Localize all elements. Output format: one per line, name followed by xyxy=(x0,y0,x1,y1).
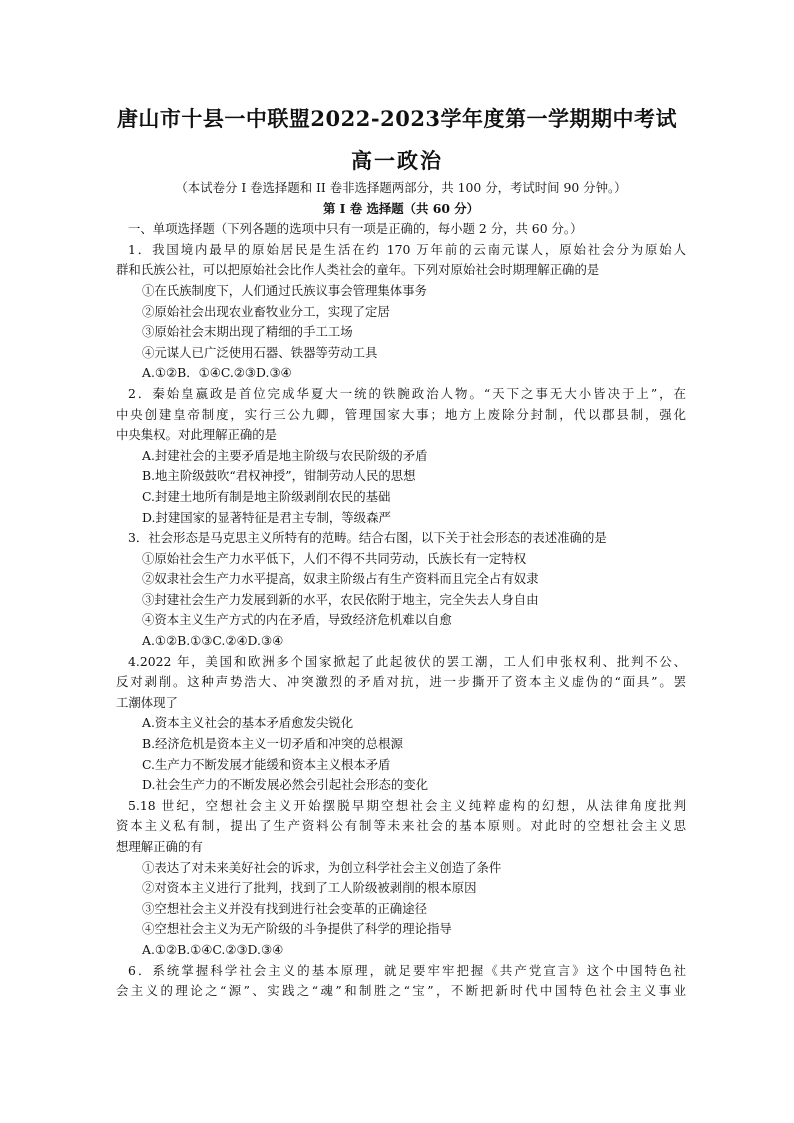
question-6 xyxy=(116,961,686,1002)
question-stem-line: 中央创建皇帝制度，实行三公九卿，管理国家大事；地方上废除分封制，代以郡县制，强化 xyxy=(116,406,686,422)
question-option: B.地主阶级鼓吹“君权神授”，钳制劳动人民的思想 xyxy=(142,468,416,484)
question-option: ②原始社会出现农业畜牧业分工，实现了定居 xyxy=(142,303,390,319)
question-stem-line: 反对剥削。这种声势浩大、冲突激烈的矛盾对抗，进一步撕开了资本主义虚伪的“面具”。罢 xyxy=(116,674,686,690)
question-option: D.社会生产力的不断发展必然会引起社会形态的变化 xyxy=(142,777,429,793)
exam-content xyxy=(116,178,686,1002)
exam-subject: 高一政治 xyxy=(351,148,443,173)
question-stem-line: 5.18 世纪，空想社会主义开始摆脱早期空想社会主义纯粹虚构的幻想，从法律角度批判 xyxy=(128,797,686,813)
exam-title: 唐山市十县一中联盟2022-2023学年度第一学期期中考试 xyxy=(116,106,678,131)
question-5 xyxy=(116,796,686,961)
question-stem-line: 1．我国境内最早的原始居民是生活在约 170 万年前的云南元谋人，原始社会分为原始人 xyxy=(128,241,686,257)
answer-choices: A.①②B.①③C.②④D.③④ xyxy=(142,633,284,649)
question-option: C.生产力不断发展才能缓和资本主义根本矛盾 xyxy=(142,756,391,772)
question-option: ②对资本主义进行了批判，找到了工人阶级被剥削的根本原因 xyxy=(142,880,477,896)
question-option: ①在氏族制度下，人们通过氏族议事会管理集体事务 xyxy=(142,282,427,298)
question-option: A.资本主义社会的基本矛盾愈发尖锐化 xyxy=(142,715,354,731)
question-option: B.经济危机是资本主义一切矛盾和冲突的总根源 xyxy=(142,736,403,752)
question-option: ①原始社会生产力水平低下，人们不得不共同劳动，氏族长有一定特权 xyxy=(142,550,527,566)
question-stem-line: 会主义的理论之“源”、实践之“魂”和制胜之“宝”，不断把新时代中国特色社会主义事业 xyxy=(116,983,686,999)
section-title: 第 I 卷 选择题（共 60 分） xyxy=(322,200,480,216)
question-stem-line: 工潮体现了 xyxy=(116,694,178,710)
question-stem-line: 4.2022 年，美国和欧洲多个国家掀起了此起彼伏的罢工潮，工人们申张权利、批判不公、 xyxy=(128,653,686,669)
question-stem-line: 6．系统掌握科学社会主义的基本原理，就足要牢牢把握《共产党宣言》这个中国特色社 xyxy=(128,962,686,978)
section-instruction: 一、单项选择题（下列各题的选项中只有一项是正确的，每小题 2 分，共 60 分。） xyxy=(128,221,583,237)
question-2 xyxy=(116,384,686,528)
question-option: ③原始社会末期出现了精细的手工工场 xyxy=(142,324,353,340)
question-option: ②奴隶社会生产力水平提高，奴隶主阶级占有生产资料而且完全占有奴隶 xyxy=(142,571,539,587)
answer-choices: A.①②B．①④C.②③D.③④ xyxy=(142,365,292,381)
question-1 xyxy=(116,240,686,384)
question-option: ③封建社会生产力发展到新的水平，农民依附于地主，完全失去人身自由 xyxy=(142,591,539,607)
question-stem-line: 群和氏族公社，可以把原始社会比作人类社会的童年。下列对原始社会时期理解正确的是 xyxy=(116,262,600,278)
question-option: ④空想社会主义为无产阶级的斗争提供了科学的理论指导 xyxy=(142,921,452,937)
question-option: D.封建国家的显著特征是君主专制，等级森严 xyxy=(142,509,391,525)
question-stem-line: 想理解正确的有 xyxy=(116,839,203,854)
question-stem-line: 3．社会形态是马克思主义所特有的范畴。结合右图，以下关于社会形态的表述准确的是 xyxy=(128,530,607,546)
question-stem-line: 中央集权。对此理解正确的是 xyxy=(116,427,278,443)
question-option: A.封建社会的主要矛盾是地主阶级与农民阶级的矛盾 xyxy=(142,447,428,463)
question-option: ④元谋人已广泛使用石器、铁器等劳动工具 xyxy=(142,344,378,360)
question-3 xyxy=(116,528,686,652)
exam-info: （本试卷分 I 卷选择题和 II 卷非选择题两部分，共 100 分，考试时间 90 分钟。） xyxy=(175,180,627,195)
question-option: ③空想社会主义并没有找到进行社会变革的正确途径 xyxy=(142,900,427,916)
question-4 xyxy=(116,652,686,796)
answer-choices: A.①②B.①④C.②③D.③④ xyxy=(142,941,284,957)
question-option: ④资本主义生产方式的内在矛盾，导致经济危机难以自愈 xyxy=(142,612,452,628)
question-stem-line: 资本主义私有制，提出了生产资料公有制等未来社会的基本原则。对此时的空想社会主义思 xyxy=(116,818,686,834)
question-stem-line: 2．秦始皇嬴政是首位完成华夏大一统的铁腕政治人物。“天下之事无大小皆决于上”，在 xyxy=(128,385,686,401)
question-option: ①表达了对未来美好社会的诉求，为创立科学社会主义创造了条件 xyxy=(142,859,502,875)
question-option: C.封建土地所有制是地主阶级剥削农民的基础 xyxy=(142,488,391,504)
